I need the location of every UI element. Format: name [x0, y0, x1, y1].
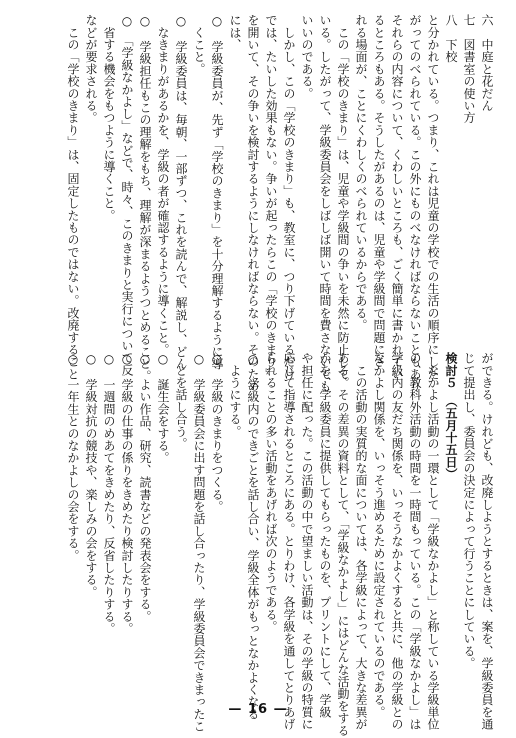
- text-line: 検討５ （五月十五日）: [444, 352, 458, 481]
- text-line: では、たいした効果もない。争いが起ったらこの「学校のきまり」: [264, 14, 278, 380]
- text-line: ○ よい作品、研究、読書などの発表会をする。: [138, 352, 152, 623]
- upper-text-block: [64, 14, 496, 393]
- text-line: この活動の実質的な面については、各学級によって、大きな差異が: [354, 352, 368, 731]
- text-line: なきまりがあるかを、学級の者が確認するように導くこと。: [156, 14, 170, 356]
- text-line: がってのべられている。この外にものべなければならないこともあり: [408, 14, 422, 393]
- text-line: それらの内容について、くわしいところも、ごく簡単に書かれてい: [390, 14, 404, 380]
- text-line: ○ 学級委員は、毎朝、一部ずつ、これを読んで、解説し、どん: [174, 14, 188, 370]
- text-line: 八 下校: [444, 14, 458, 63]
- text-line: と分かれている。つまり、これは児童の学校での生活の順序にした: [426, 14, 440, 380]
- text-line: ○ 学級委員が、先ず「学校のきまり」を十分理解するように導: [210, 14, 224, 370]
- text-line: の、教科外活動の時間を一時間もっている。この「学級なかよし」は: [408, 352, 422, 731]
- text-line: くこと。: [192, 14, 206, 75]
- text-line: ○ 「学級なかよし」などで、時々、このきまりと実行について反: [120, 14, 134, 376]
- text-line: いる。したがって、学級委員会をしばしば開いて時間を費さないでも: [318, 14, 332, 393]
- text-line: なかよし関係を、いっそう進めるために設定されているのである。: [372, 352, 386, 718]
- text-line: しかし、この「学校のきまり」も、教室に、つり下げているだけ: [282, 14, 296, 380]
- text-line: ○ 学級の仕事の係りをきめたり検討したりする。: [120, 352, 134, 635]
- text-line: 省する機会をもつように導くこと。: [102, 14, 116, 222]
- text-line: いいのである。: [300, 14, 314, 100]
- text-line: この「学校のきまり」は、固定したものではない。改廃すること: [66, 14, 80, 380]
- text-line: じて提出し、委員会の決定によって行うことにしている。: [462, 352, 476, 670]
- text-line: ○ 一年生とのなかよしの会をする。: [66, 352, 80, 562]
- text-line: なかよし活動の一環として「学級なかよし」と称している学級単位: [426, 352, 440, 731]
- text-line: この「学校のきまり」は、児童や学級間の争いを未然に防止して: [336, 14, 350, 380]
- text-line: を開いて、その争いを検討するようにしなければならない。そのため: [246, 14, 260, 393]
- text-line: などが要求される。: [84, 14, 98, 124]
- text-line: ある。その差異の資料として、「学級なかよし」にはどんな活動をする: [336, 352, 350, 737]
- text-line: ○ 学級委員会に出す問題を話し合ったり、学級委員会できまったこ: [192, 352, 206, 733]
- text-line: には、: [228, 14, 242, 51]
- text-line: ○ 誕生会をする。: [156, 352, 170, 464]
- text-line: ができる。けれども、改廃しようとするときは、案を、学級委員を通: [480, 352, 494, 731]
- text-line: 学級内の友だち関係を、いっそうなかよくすると共に、他の学級との: [390, 352, 404, 731]
- text-line: とを話し合う。: [174, 352, 188, 450]
- text-line: ○ 一週間のめあてをきめたり、反省したりする。: [102, 352, 116, 635]
- page-number: — 16 —: [228, 702, 288, 717]
- text-line: ○ 学級のきまりをつくる。: [210, 352, 224, 513]
- text-line: れる場面が、ことにくわしくのべられているからである。: [354, 14, 368, 332]
- text-line: ○ 学級対抗の競技や、楽しみの会をする。: [84, 352, 98, 598]
- text-line: 七 図書室の使い方: [462, 14, 476, 124]
- text-line: や担任に配った。この活動の中で望ましい活動は、その学級の特質に: [300, 352, 314, 731]
- text-line: ようにする。: [228, 352, 242, 438]
- text-line: るところもある。そうしたがあるのは、児童や学級間で問題にさ: [372, 14, 386, 368]
- text-line: ○ 学級担任もこの理解をもち、理解が深まるようつとめること。: [138, 14, 152, 382]
- text-line: 六 中庭と花だん: [480, 14, 494, 112]
- text-line: 応じて指導されるところにある。とりわけ、各学級を通してとりあげ: [282, 352, 296, 731]
- text-line: ○ 学級内のできごとを話し合い、学級全体がもっとなかよくなる: [246, 352, 260, 720]
- text-line: られることの多い活動をあげれば次のようである。: [264, 352, 278, 633]
- text-line: かを、学級委員に提供してもらったものを、プリントにして、学級: [318, 352, 332, 718]
